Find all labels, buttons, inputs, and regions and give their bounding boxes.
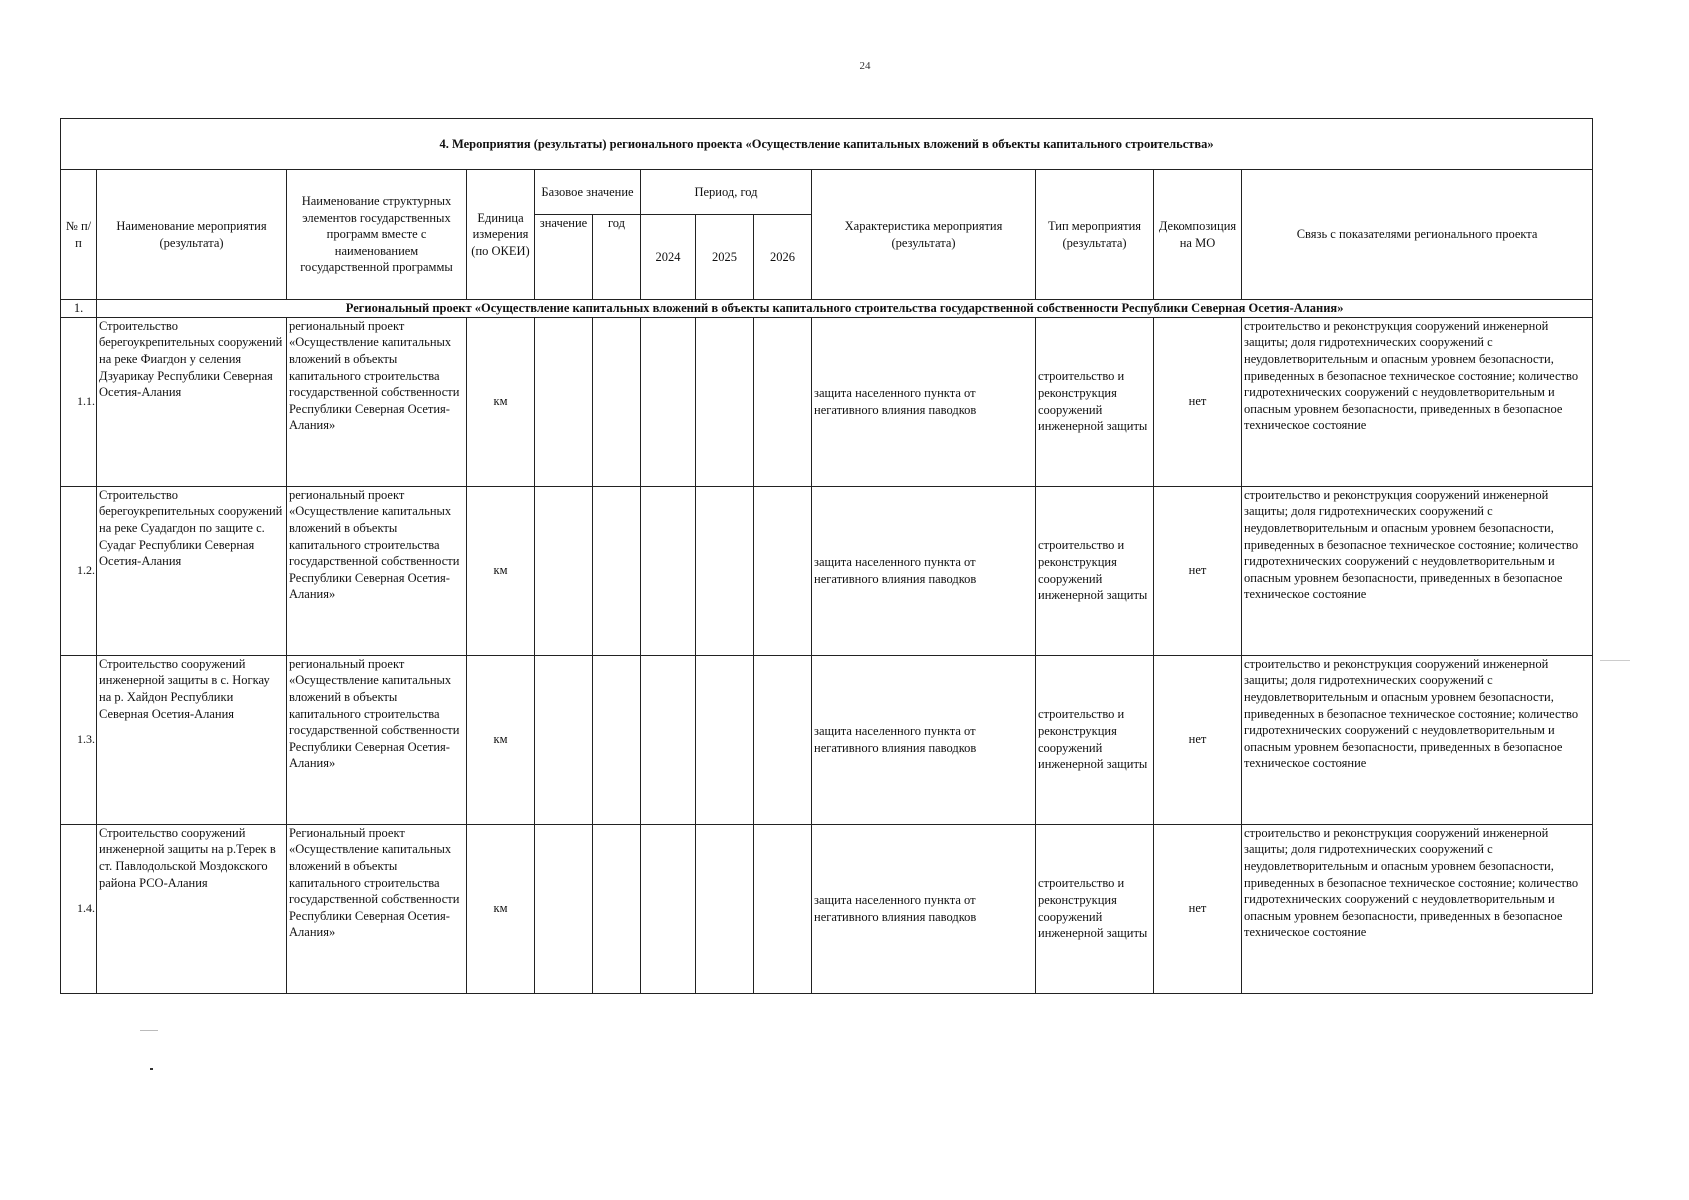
row-unit: км — [467, 655, 535, 824]
row-2024 — [641, 655, 696, 824]
row-characteristic: защита населенного пункта от негативного влияния паводков — [812, 486, 1036, 655]
header-period: Период, год — [641, 170, 812, 215]
header-decomposition: Декомпозиция на МО — [1154, 170, 1242, 300]
row-structural: региональный проект «Осуществление капитальных вложений в объекты капитального строительства государственной собственности Республики Северная Осетия-Алания» — [287, 486, 467, 655]
row-unit: км — [467, 824, 535, 993]
row-name: Строительство сооружений инженерной защиты в с. Ногкау на р. Хайдон Республики Северная Осетия-Алания — [97, 655, 287, 824]
row-2024 — [641, 317, 696, 486]
row-2025 — [696, 824, 754, 993]
row-base-year — [593, 486, 641, 655]
row-decomposition: нет — [1154, 824, 1242, 993]
row-num: 1.4. — [61, 824, 97, 993]
table-row — [61, 486, 1593, 655]
row-type: строительство и реконструкция сооружений инженерной защиты — [1036, 486, 1154, 655]
events-table — [60, 118, 1593, 994]
header-num: № п/п — [61, 170, 97, 300]
row-2026 — [754, 486, 812, 655]
row-link: строительство и реконструкция сооружений инженерной защиты; доля гидротехнических сооружений с неудовлетворительным и опасным уровнем безопасности, приведенных в безопасное техническое состояние; количество гидротехнических сооружений с неудовлетворительным и опасным уровнем безопасности, приведенных в безопасное техническое состояние — [1242, 486, 1593, 655]
scan-artifact-mark — [1600, 660, 1630, 661]
header-base-value: Базовое значение — [535, 170, 641, 215]
section-title: Региональный проект «Осуществление капитальных вложений в объекты капитального строительства государственной собственности Республики Северная Осетия-Алания» — [97, 300, 1593, 318]
page-number: 24 — [859, 60, 871, 72]
row-2024 — [641, 486, 696, 655]
row-type: строительство и реконструкция сооружений инженерной защиты — [1036, 655, 1154, 824]
scan-artifact-line — [140, 1030, 158, 1031]
row-num: 1.3. — [61, 655, 97, 824]
header-base-value-year: год — [593, 215, 641, 300]
table-row — [61, 824, 1593, 993]
row-link: строительство и реконструкция сооружений инженерной защиты; доля гидротехнических сооружений с неудовлетворительным и опасным уровнем безопасности, приведенных в безопасное техническое состояние; количество гидротехнических сооружений с неудовлетворительным и опасным уровнем безопасности, приведенных в безопасное техническое состояние — [1242, 655, 1593, 824]
row-decomposition: нет — [1154, 486, 1242, 655]
table-row — [61, 317, 1593, 486]
scan-artifact-dot — [150, 1068, 153, 1070]
row-base-year — [593, 655, 641, 824]
row-name: Строительство берегоукрепительных сооружений на реке Фиагдон у селения Дзуарикау Республики Северная Осетия-Алания — [97, 317, 287, 486]
row-structural: региональный проект «Осуществление капитальных вложений в объекты капитального строительства государственной собственности Республики Северная Осетия-Алания» — [287, 317, 467, 486]
row-characteristic: защита населенного пункта от негативного влияния паводков — [812, 655, 1036, 824]
row-2024 — [641, 824, 696, 993]
row-type: строительство и реконструкция сооружений инженерной защиты — [1036, 824, 1154, 993]
row-2026 — [754, 824, 812, 993]
row-2025 — [696, 317, 754, 486]
header-name: Наименование мероприятия (результата) — [97, 170, 287, 300]
row-name: Строительство берегоукрепительных сооружений на реке Суадагдон по защите с. Суадаг Республики Северная Осетия-Алания — [97, 486, 287, 655]
table-title: 4. Мероприятия (результаты) регионального проекта «Осуществление капитальных вложений в объекты капитального строительства» — [61, 119, 1593, 170]
row-2025 — [696, 655, 754, 824]
row-num: 1.1. — [61, 317, 97, 486]
row-unit: км — [467, 486, 535, 655]
row-characteristic: защита населенного пункта от негативного влияния паводков — [812, 824, 1036, 993]
row-num: 1.2. — [61, 486, 97, 655]
section-num: 1. — [61, 300, 97, 318]
row-base-value — [535, 486, 593, 655]
row-characteristic: защита населенного пункта от негативного влияния паводков — [812, 317, 1036, 486]
header-type: Тип мероприятия (результата) — [1036, 170, 1154, 300]
row-2026 — [754, 655, 812, 824]
row-structural: региональный проект «Осуществление капитальных вложений в объекты капитального строительства государственной собственности Республики Северная Осетия-Алания» — [287, 655, 467, 824]
row-structural: Региональный проект «Осуществление капитальных вложений в объекты капитального строительства государственной собственности Республики Северная Осетия-Алания» — [287, 824, 467, 993]
row-base-value — [535, 317, 593, 486]
row-decomposition: нет — [1154, 317, 1242, 486]
header-unit: Единица измерения (по ОКЕИ) — [467, 170, 535, 300]
header-year-2025: 2025 — [696, 215, 754, 300]
header-link: Связь с показателями регионального проекта — [1242, 170, 1593, 300]
row-decomposition: нет — [1154, 655, 1242, 824]
table-row — [61, 655, 1593, 824]
row-base-value — [535, 655, 593, 824]
row-base-year — [593, 317, 641, 486]
row-2025 — [696, 486, 754, 655]
header-characteristic: Характеристика мероприятия (результата) — [812, 170, 1036, 300]
row-base-value — [535, 824, 593, 993]
row-link: строительство и реконструкция сооружений инженерной защиты; доля гидротехнических сооружений с неудовлетворительным и опасным уровнем безопасности, приведенных в безопасное техническое состояние; количество гидротехнических сооружений с неудовлетворительным и опасным уровнем безопасности, приведенных в безопасное техническое состояние — [1242, 824, 1593, 993]
row-2026 — [754, 317, 812, 486]
header-year-2024: 2024 — [641, 215, 696, 300]
row-type: строительство и реконструкция сооружений инженерной защиты — [1036, 317, 1154, 486]
row-name: Строительство сооружений инженерной защиты на р.Терек в ст. Павлодольской Моздокского района РСО-Алания — [97, 824, 287, 993]
header-year-2026: 2026 — [754, 215, 812, 300]
header-structural: Наименование структурных элементов государственных программ вместе с наименованием государственной программы — [287, 170, 467, 300]
header-base-value-value: значение — [535, 215, 593, 300]
row-link: строительство и реконструкция сооружений инженерной защиты; доля гидротехнических сооружений с неудовлетворительным и опасным уровнем безопасности, приведенных в безопасное техническое состояние; количество гидротехнических сооружений с неудовлетворительным и опасным уровнем безопасности, приведенных в безопасное техническое состояние — [1242, 317, 1593, 486]
row-unit: км — [467, 317, 535, 486]
row-base-year — [593, 824, 641, 993]
